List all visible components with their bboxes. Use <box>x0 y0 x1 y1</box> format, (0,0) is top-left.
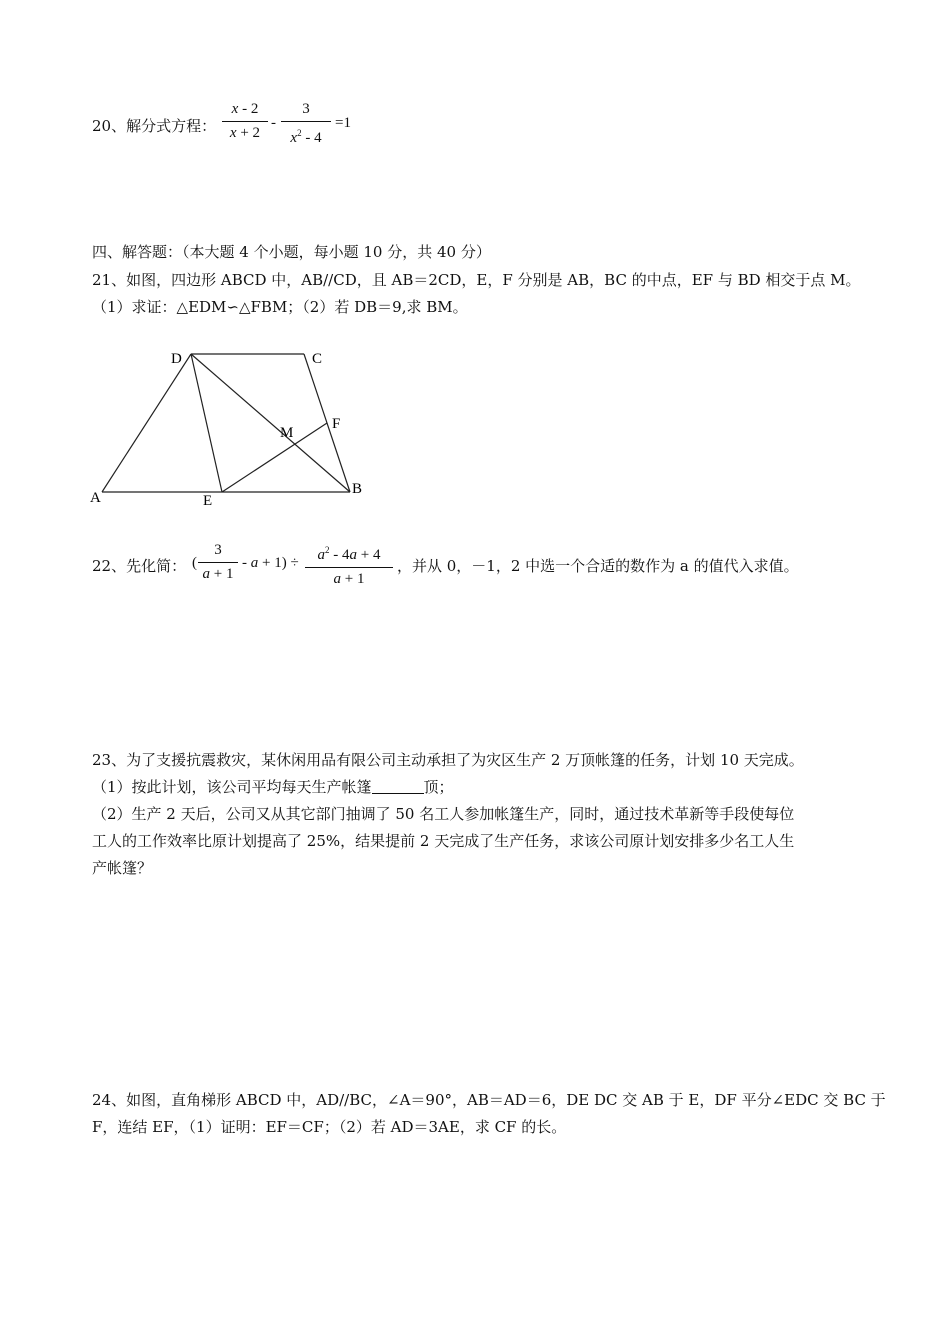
q22-frac2-denominator: a + 1 <box>333 571 365 587</box>
q23-line-3: （2）生产 2 天后，公司又从其它部门抽调了 50 名工人参加帐篷生产，同时，通过技术革新等手段使每位 <box>92 805 795 823</box>
point-label-m: M <box>280 425 294 441</box>
fraction-bar <box>281 121 331 122</box>
q24-line-1: 24、如图，直角梯形 ABCD 中，AD//BC，∠A＝90°，AB＝AD＝6，DE DC 交 AB 于 E，DF 平分∠EDC 交 BC 于 <box>92 1091 886 1109</box>
point-label-e: E <box>203 493 213 509</box>
section-4-title: 四、解答题：（本大题 4 个小题，每小题 10 分，共 40 分） <box>92 243 491 261</box>
q23-line-2-after: 顶； <box>423 778 454 796</box>
q21-figure <box>84 342 384 512</box>
q20-minus: - <box>271 115 276 131</box>
point-label-c: C <box>312 351 323 367</box>
q22-frac1-denominator: a + 1 <box>202 566 234 582</box>
q20-fraction-1 <box>222 100 268 142</box>
q21-line-1: 21、如图，四边形 ABCD 中，AB//CD，且 AB＝2CD，E，F 分别是 AB，BC 的中点，EF 与 BD 相交于点 M。 <box>92 271 861 289</box>
q22-tail: ，并从 0，－1，2 中选一个合适的数作为 a 的值代入求值。 <box>397 557 799 575</box>
point-label-b: B <box>352 481 363 497</box>
q20-frac1-denominator: x + 2 <box>229 125 261 141</box>
q20-frac1-numerator: x - 2 <box>231 101 259 117</box>
q22-frac1-numerator: 3 <box>214 542 222 558</box>
q20-frac2-denominator: $x^2 - 4$ <box>290 128 322 146</box>
q23-line-5: 产帐篷？ <box>92 859 153 877</box>
q22-open-paren: ( <box>192 555 197 571</box>
fraction-bar <box>222 121 268 122</box>
q23-line-2 <box>92 777 454 797</box>
point-label-a: A <box>90 490 101 506</box>
q23-line-4: 工人的工作效率比原计划提高了 25%，结果提前 2 天完成了生产任务，求该公司原计划安排多少名工人生 <box>92 832 795 850</box>
segment-ef <box>222 423 327 492</box>
q22-label: 22、先化简： <box>92 557 187 575</box>
fraction-bar <box>305 567 393 568</box>
q20-rhs: =1 <box>335 115 351 131</box>
q20-fraction-2 <box>281 100 331 147</box>
q20-frac2-numerator: 3 <box>302 101 310 117</box>
fraction-bar <box>198 562 238 563</box>
q20-label: 20、解分式方程： <box>92 117 217 135</box>
q22-fraction-1 <box>198 541 238 583</box>
q24-line-2: F，连结 EF，（1）证明：EF＝CF；（2）若 AD＝3AE，求 CF 的长。 <box>92 1118 567 1136</box>
q22-frac2-numerator: $a^2 - 4a + 4$ <box>317 545 381 563</box>
q23-line-1: 23、为了支援抗震救灾，某休闲用品有限公司主动承担了为灾区生产 2 万顶帐篷的任务，计划 10 天完成。 <box>92 751 804 769</box>
q23-line-2-before: （1）按此计划，该公司平均每天生产帐篷 <box>92 778 372 796</box>
q22-middle: - a + 1) ÷ <box>242 555 299 571</box>
point-label-f: F <box>332 416 341 432</box>
answer-blank[interactable] <box>372 779 424 794</box>
point-label-d: D <box>171 351 182 367</box>
q22-fraction-2 <box>305 541 393 588</box>
segment-ad <box>102 354 191 492</box>
q21-line-2: （1）求证：△EDM∽△FBM；（2）若 DB＝9,求 BM。 <box>92 298 468 316</box>
segment-de <box>191 354 222 492</box>
